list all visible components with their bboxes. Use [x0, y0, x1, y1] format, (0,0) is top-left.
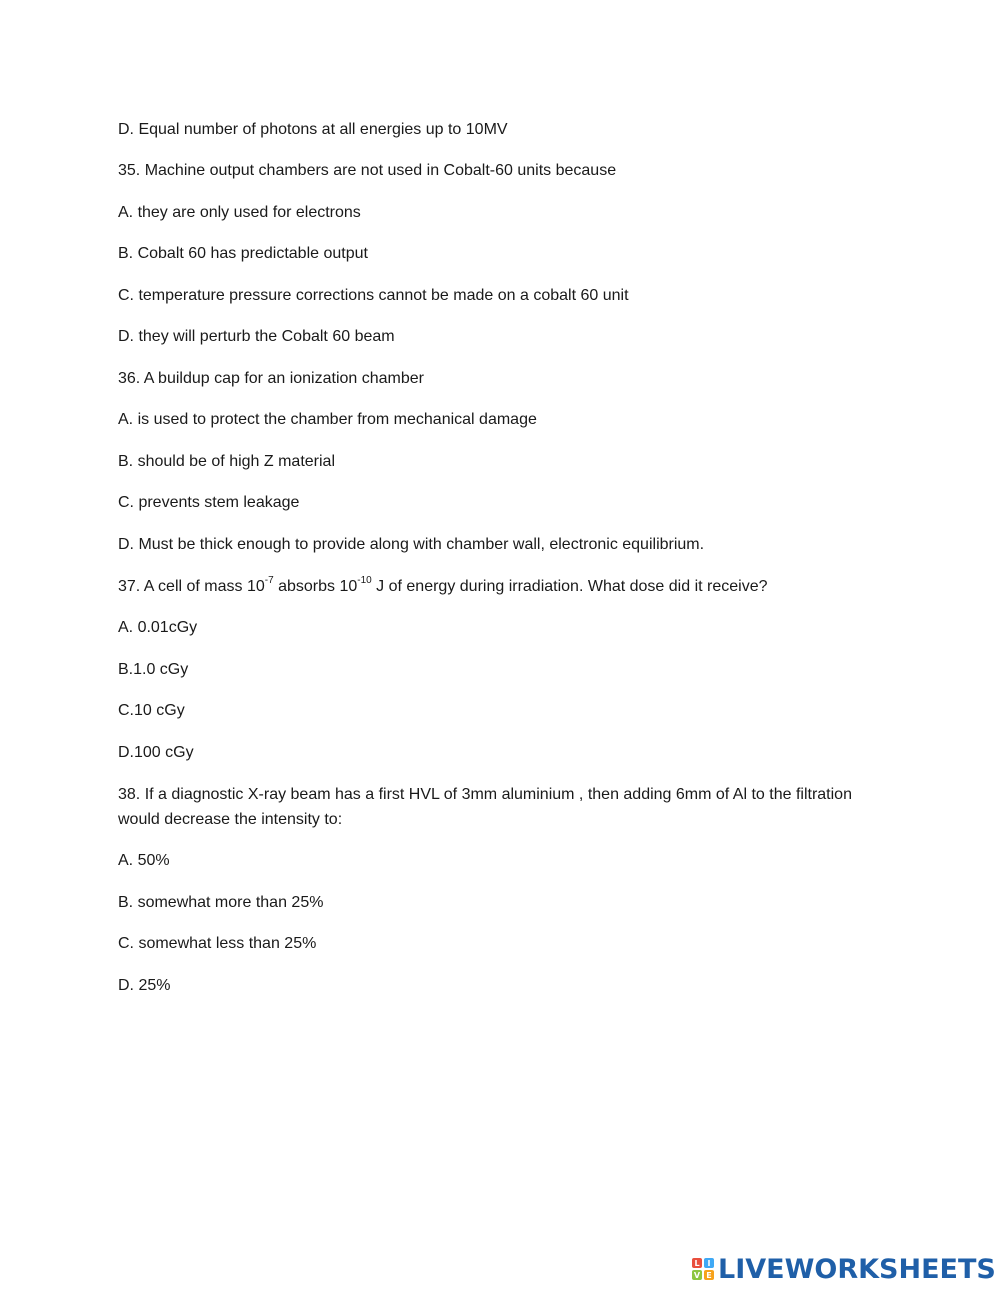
live-logo-icon [692, 1258, 714, 1280]
q38-question: 38. If a diagnostic X-ray beam has a first HVL of 3mm aluminium , then adding 6mm of Al to the filtration would decrease the intensity to: [118, 786, 852, 828]
q37-option-b: B.1.0 cGy [118, 661, 189, 678]
q35-option-c: C. temperature pressure corrections cannot be made on a cobalt 60 unit [118, 287, 629, 304]
q37-text-part3: J of energy during irradiation. What dose did it receive? [371, 578, 768, 595]
logo-mark-v: V [693, 1270, 701, 1280]
q37-option-c: C.10 cGy [118, 702, 185, 719]
q37-exponent-mass: -7 [264, 574, 274, 586]
q36-option-b: B. should be of high Z material [118, 453, 336, 470]
logo-mark-i: I [704, 1258, 714, 1268]
q37-option-d: D.100 cGy [118, 744, 194, 761]
q37-option-a: A. 0.01cGy [118, 619, 198, 636]
q35-option-b: B. Cobalt 60 has predictable output [118, 245, 368, 262]
q35-option-d: D. they will perturb the Cobalt 60 beam [118, 328, 395, 345]
q37-question [118, 574, 888, 599]
q37-text-part2: absorbs 10 [273, 578, 358, 595]
q38-option-a: A. 50% [118, 852, 170, 869]
q38-option-c: C. somewhat less than 25% [118, 935, 317, 952]
liveworksheets-logo[interactable] [692, 1252, 996, 1286]
q35-option-a: A. they are only used for electrons [118, 204, 361, 221]
q36-option-a: A. is used to protect the chamber from mechanical damage [118, 411, 537, 428]
q35-question: 35. Machine output chambers are not used in Cobalt-60 units because [118, 162, 617, 179]
q38-option-d: D. 25% [118, 977, 171, 994]
logo-mark-l: L [692, 1258, 702, 1268]
q36-question: 36. A buildup cap for an ionization chamber [118, 370, 424, 387]
q36-option-d: D. Must be thick enough to provide along with chamber wall, electronic equilibrium. [118, 536, 705, 553]
q37-text-part1: 37. A cell of mass 10 [118, 578, 265, 595]
logo-mark-e: E [704, 1270, 714, 1280]
q34-option-d: D. Equal number of photons at all energies up to 10MV [118, 121, 508, 138]
logo-wordmark: LIVEWORKSHEETS [718, 1253, 996, 1285]
q38-option-b: B. somewhat more than 25% [118, 894, 324, 911]
q37-exponent-energy: -10 [357, 574, 372, 586]
q36-option-c: C. prevents stem leakage [118, 494, 300, 511]
